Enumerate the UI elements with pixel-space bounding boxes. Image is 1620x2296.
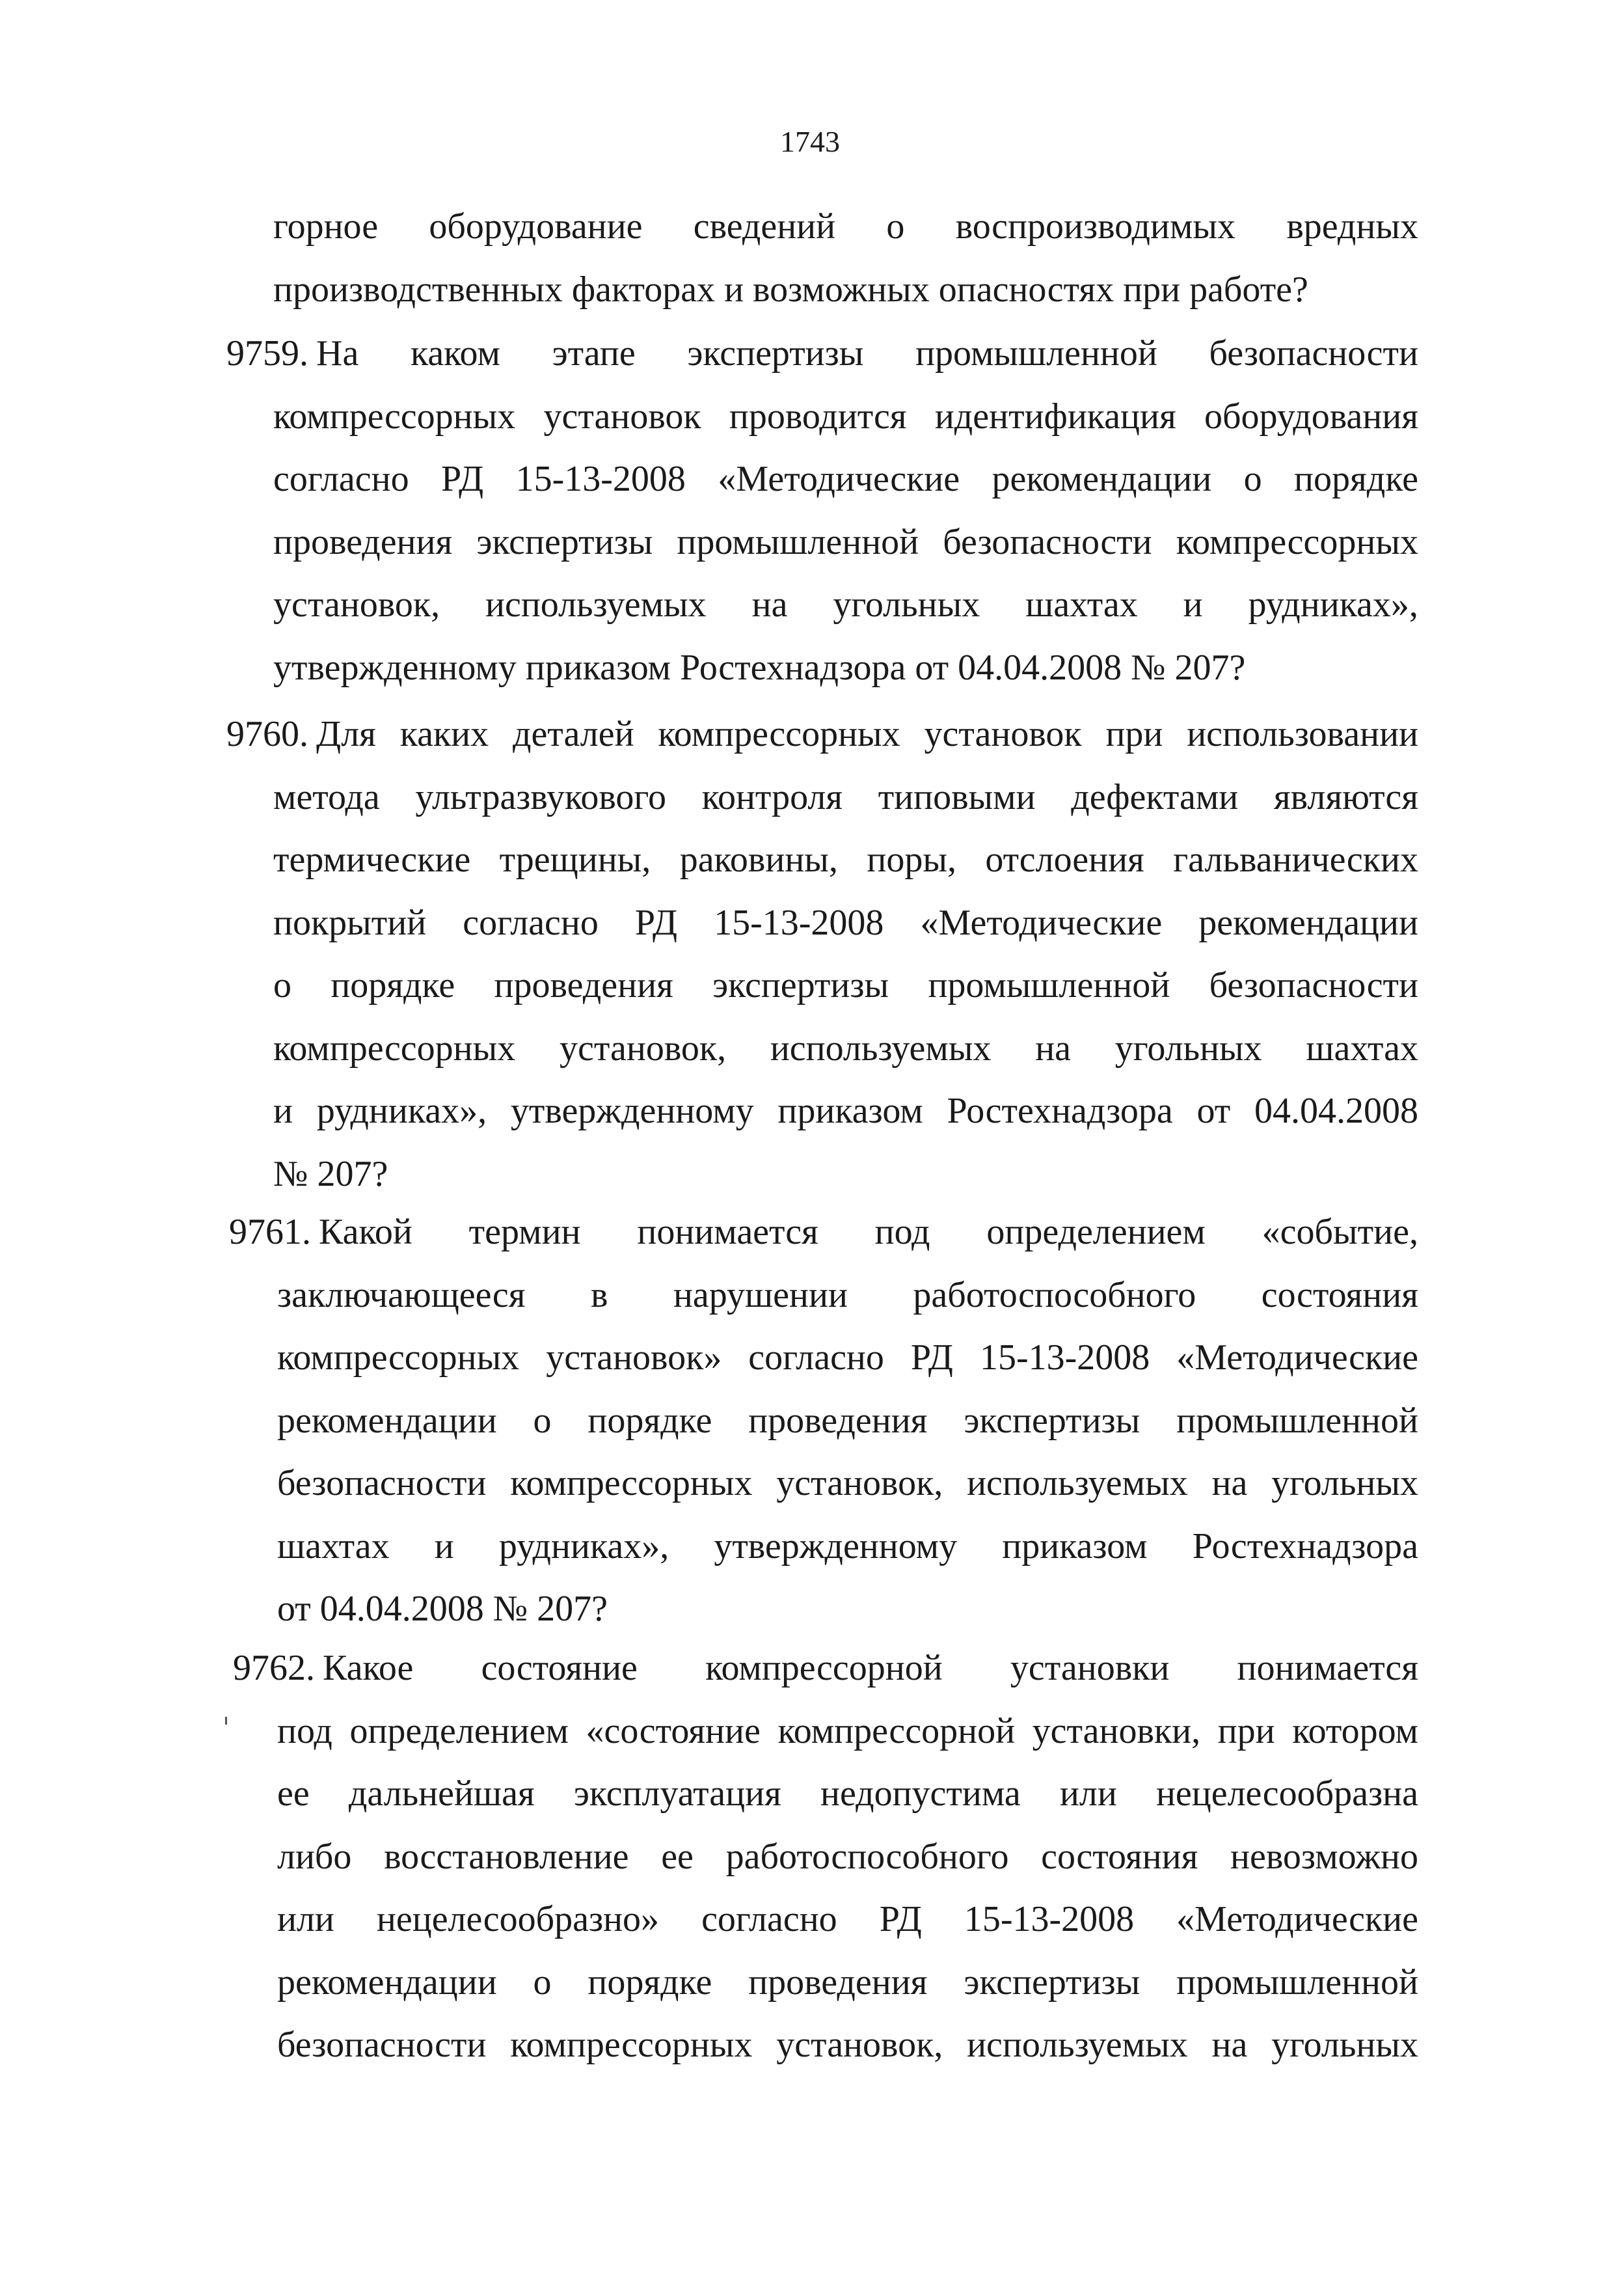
word: каком	[410, 333, 500, 374]
word: порядке	[1294, 459, 1418, 499]
question-number: 9761.	[229, 1212, 311, 1252]
word: деталей	[512, 714, 634, 754]
scan-speck	[225, 1717, 227, 1725]
word: Для	[316, 714, 376, 754]
word: компрессорных	[277, 1337, 520, 1378]
word: промышленной	[928, 965, 1170, 1005]
word: компрессорных	[510, 2025, 753, 2065]
word: порядке	[331, 965, 455, 1005]
word: утвержденному	[714, 1525, 958, 1566]
word: компрессорных	[510, 1463, 753, 1503]
word: работе?	[1189, 269, 1308, 310]
word: гальванических	[1173, 840, 1418, 880]
word: «Методические	[1176, 1337, 1418, 1378]
text-line	[323, 1650, 1418, 1686]
word: этапе	[552, 333, 636, 374]
word: котором	[1292, 1710, 1418, 1751]
word: 207?	[537, 1589, 608, 1629]
text-line	[273, 1093, 1418, 1129]
word: при	[1105, 714, 1163, 754]
word: экспертизы	[476, 521, 653, 562]
word: №	[493, 1589, 528, 1629]
word: порядке	[587, 1961, 712, 2002]
word: о	[886, 206, 905, 247]
word: являются	[1273, 776, 1418, 817]
word: горное	[273, 206, 379, 247]
text-line	[277, 1525, 1418, 1566]
word: экспертизы	[712, 965, 889, 1005]
word: эксплуатация	[573, 1773, 781, 1814]
text-line	[273, 841, 1418, 878]
word: установок	[543, 396, 701, 437]
word: утвержденному	[510, 1091, 754, 1131]
word: работоспособного	[725, 1836, 1009, 1877]
word: «Методические	[1176, 1899, 1418, 1939]
word: 207?	[317, 1153, 388, 1194]
text-line	[277, 1465, 1418, 1501]
word: рудниках»,	[1248, 584, 1418, 625]
word: установок,	[776, 1463, 943, 1503]
word: идентификация	[934, 396, 1176, 437]
word: под	[277, 1710, 332, 1751]
word: безопасности	[277, 2025, 487, 2065]
word: контроля	[701, 776, 843, 817]
word: термические	[273, 840, 471, 880]
word: РД	[879, 1899, 922, 1939]
word: 15-13-2008	[714, 902, 884, 943]
text-line	[273, 208, 1418, 245]
question-number: 9762.	[233, 1648, 315, 1688]
word: опасностях	[938, 269, 1114, 310]
word: на	[1211, 2025, 1248, 2065]
page-number: 1743	[780, 125, 840, 158]
word: типовыми	[878, 776, 1036, 817]
text-line	[277, 1339, 1418, 1376]
word: проведения	[494, 965, 673, 1005]
word: рудниках»,	[316, 1091, 487, 1131]
word: производственных	[273, 269, 563, 310]
word: установки,	[1032, 1710, 1201, 1751]
text-line	[273, 649, 1254, 686]
word: дефектами	[1071, 776, 1239, 817]
word: состояния	[1261, 1274, 1418, 1315]
word: приказом	[1002, 1525, 1148, 1566]
word: используемых	[967, 1463, 1188, 1503]
question-number: 9760.	[226, 714, 308, 754]
word: безопасности	[943, 521, 1152, 562]
word: состояние	[481, 1648, 638, 1688]
text-line	[277, 1961, 1418, 2002]
text-line	[273, 271, 1317, 308]
text-line	[277, 2027, 1418, 2063]
word: компрессорной	[705, 1648, 943, 1688]
word: о	[273, 965, 291, 1005]
word: и	[1183, 584, 1203, 625]
text-line	[316, 335, 1418, 372]
word: На	[316, 333, 359, 374]
word: Ростехнадзора	[680, 647, 906, 688]
word: 15-13-2008	[515, 459, 686, 499]
word: 207?	[1174, 647, 1246, 688]
word: установок,	[273, 584, 440, 625]
word: либо	[277, 1836, 352, 1877]
text-line	[273, 586, 1418, 623]
word: №	[1131, 647, 1166, 688]
word: порядке	[587, 1400, 712, 1441]
word: Ростехнадзора	[947, 1091, 1173, 1131]
word: Какой	[319, 1212, 412, 1252]
word: от	[915, 647, 949, 688]
word: установок»	[546, 1337, 722, 1378]
word: безопасности	[1209, 333, 1418, 374]
word: безопасности	[277, 1463, 487, 1503]
word: сведений	[693, 206, 836, 247]
word: ультразвукового	[415, 776, 666, 817]
word: оборудования	[1204, 396, 1418, 437]
word: нецелесообразна	[1155, 1773, 1418, 1814]
word: недопустима	[820, 1773, 1021, 1814]
word: воспроизводимых	[955, 206, 1236, 247]
word: компрессорных	[658, 714, 900, 754]
word: промышленной	[915, 333, 1157, 374]
word: использовании	[1187, 714, 1418, 754]
word: шахтах	[1306, 1028, 1418, 1069]
text-line	[273, 776, 1418, 817]
word: промышленной	[1176, 1400, 1418, 1441]
word: рекомендации	[992, 459, 1212, 499]
word: на	[1035, 1028, 1072, 1069]
text-line	[277, 1710, 1418, 1751]
word: рекомендации	[277, 1400, 497, 1441]
word: проведения	[748, 1961, 928, 2002]
text-line	[277, 1591, 617, 1627]
word: определением	[986, 1212, 1206, 1252]
word: проведения	[748, 1400, 928, 1441]
word: и	[724, 269, 744, 310]
word: экспертизы	[687, 333, 864, 374]
word: о	[1243, 459, 1262, 499]
text-line	[273, 1153, 397, 1194]
word: ее	[277, 1773, 310, 1814]
word: оборудование	[429, 206, 643, 247]
word: угольных	[1114, 1028, 1262, 1069]
text-line	[316, 716, 1418, 752]
word: шахтах	[277, 1525, 390, 1566]
word: компрессорных	[1176, 521, 1418, 562]
text-line	[277, 1838, 1418, 1875]
word: 15-13-2008	[964, 1899, 1135, 1939]
word: дальнейшая	[348, 1773, 535, 1814]
word: используемых	[770, 1028, 992, 1069]
word: понимается	[1237, 1648, 1418, 1688]
word: возможных	[753, 269, 930, 310]
word: состояния	[1041, 1836, 1198, 1877]
word: установки	[1010, 1648, 1170, 1688]
word: Ростехнадзора	[1192, 1525, 1418, 1566]
text-line	[273, 461, 1418, 497]
word: ее	[661, 1836, 694, 1877]
word: отслоения	[985, 840, 1144, 880]
word: шахтах	[1025, 584, 1138, 625]
word: установок,	[559, 1028, 727, 1069]
word: РД	[441, 459, 484, 499]
word: раковины,	[679, 840, 838, 880]
word: о	[533, 1961, 552, 2002]
word: в	[591, 1274, 608, 1315]
word: поры,	[867, 840, 956, 880]
word: «событие,	[1262, 1212, 1418, 1252]
word: заключающееся	[277, 1274, 526, 1315]
text-line	[277, 1274, 1418, 1315]
word: покрытий	[273, 902, 427, 943]
word: 04.04.2008	[958, 647, 1122, 688]
word: угольных	[1271, 2025, 1418, 2065]
text-line	[273, 902, 1418, 943]
word: рекомендации	[277, 1961, 497, 2002]
word: компрессорных	[273, 1028, 516, 1069]
word: экспертизы	[964, 1961, 1141, 2002]
word: рудниках»,	[498, 1525, 669, 1566]
word: «Методические	[718, 459, 960, 499]
word: РД	[634, 902, 678, 943]
word: нецелесообразно»	[376, 1899, 660, 1939]
word: Какое	[323, 1648, 414, 1688]
word: при	[1123, 269, 1181, 310]
word: согласно	[273, 459, 409, 499]
word: и	[434, 1525, 454, 1566]
word: используемых	[967, 2025, 1188, 2065]
word: согласно	[701, 1899, 837, 1939]
text-line	[273, 398, 1418, 435]
text-line	[273, 1030, 1418, 1067]
word: «состояние	[586, 1710, 761, 1751]
word: угольных	[833, 584, 980, 625]
word: установок,	[776, 2025, 943, 2065]
word: экспертизы	[964, 1400, 1141, 1441]
word: факторах	[571, 269, 716, 310]
word: и	[273, 1091, 293, 1131]
word: угольных	[1271, 1463, 1418, 1503]
word: №	[273, 1153, 308, 1194]
word: РД	[910, 1337, 953, 1378]
word: проводится	[729, 396, 907, 437]
word: 04.04.2008	[1254, 1091, 1418, 1131]
word: метода	[273, 776, 380, 817]
text-line	[319, 1214, 1418, 1250]
word: работоспособного	[913, 1274, 1196, 1315]
word: безопасности	[1209, 965, 1418, 1005]
word: каких	[399, 714, 489, 754]
word: от	[277, 1589, 311, 1629]
text-line	[273, 521, 1418, 562]
text-line	[277, 1775, 1418, 1812]
text-line	[273, 967, 1418, 1004]
word: при	[1217, 1710, 1275, 1751]
word: согласно	[463, 902, 599, 943]
word: невозможно	[1230, 1836, 1418, 1877]
word: проведения	[273, 521, 453, 562]
word: промышленной	[677, 521, 919, 562]
word: компрессорных	[273, 396, 516, 437]
word: от	[1196, 1091, 1231, 1131]
word: утвержденному	[273, 647, 517, 688]
word: термин	[468, 1212, 581, 1252]
word: под	[874, 1212, 930, 1252]
word: или	[277, 1899, 334, 1939]
word: 15-13-2008	[979, 1337, 1150, 1378]
text-line	[277, 1402, 1418, 1439]
word: согласно	[748, 1337, 884, 1378]
word: понимается	[637, 1212, 818, 1252]
word: «Методические	[920, 902, 1163, 943]
word: восстановление	[384, 1836, 629, 1877]
word: рекомендации	[1198, 902, 1418, 943]
text-line	[277, 1901, 1418, 1937]
word: приказом	[525, 647, 671, 688]
word: вредных	[1286, 206, 1418, 247]
question-number: 9759.	[226, 333, 308, 374]
word: нарушении	[673, 1274, 848, 1315]
word: о	[533, 1400, 552, 1441]
word: на	[1211, 1463, 1248, 1503]
word: промышленной	[1176, 1961, 1418, 2002]
word: на	[751, 584, 788, 625]
word: 04.04.2008	[319, 1589, 484, 1629]
word: установок	[924, 714, 1082, 754]
word: определением	[349, 1710, 569, 1751]
word: или	[1059, 1773, 1117, 1814]
word: компрессорной	[777, 1710, 1016, 1751]
word: используемых	[485, 584, 707, 625]
word: приказом	[777, 1091, 923, 1131]
word: трещины,	[499, 840, 651, 880]
